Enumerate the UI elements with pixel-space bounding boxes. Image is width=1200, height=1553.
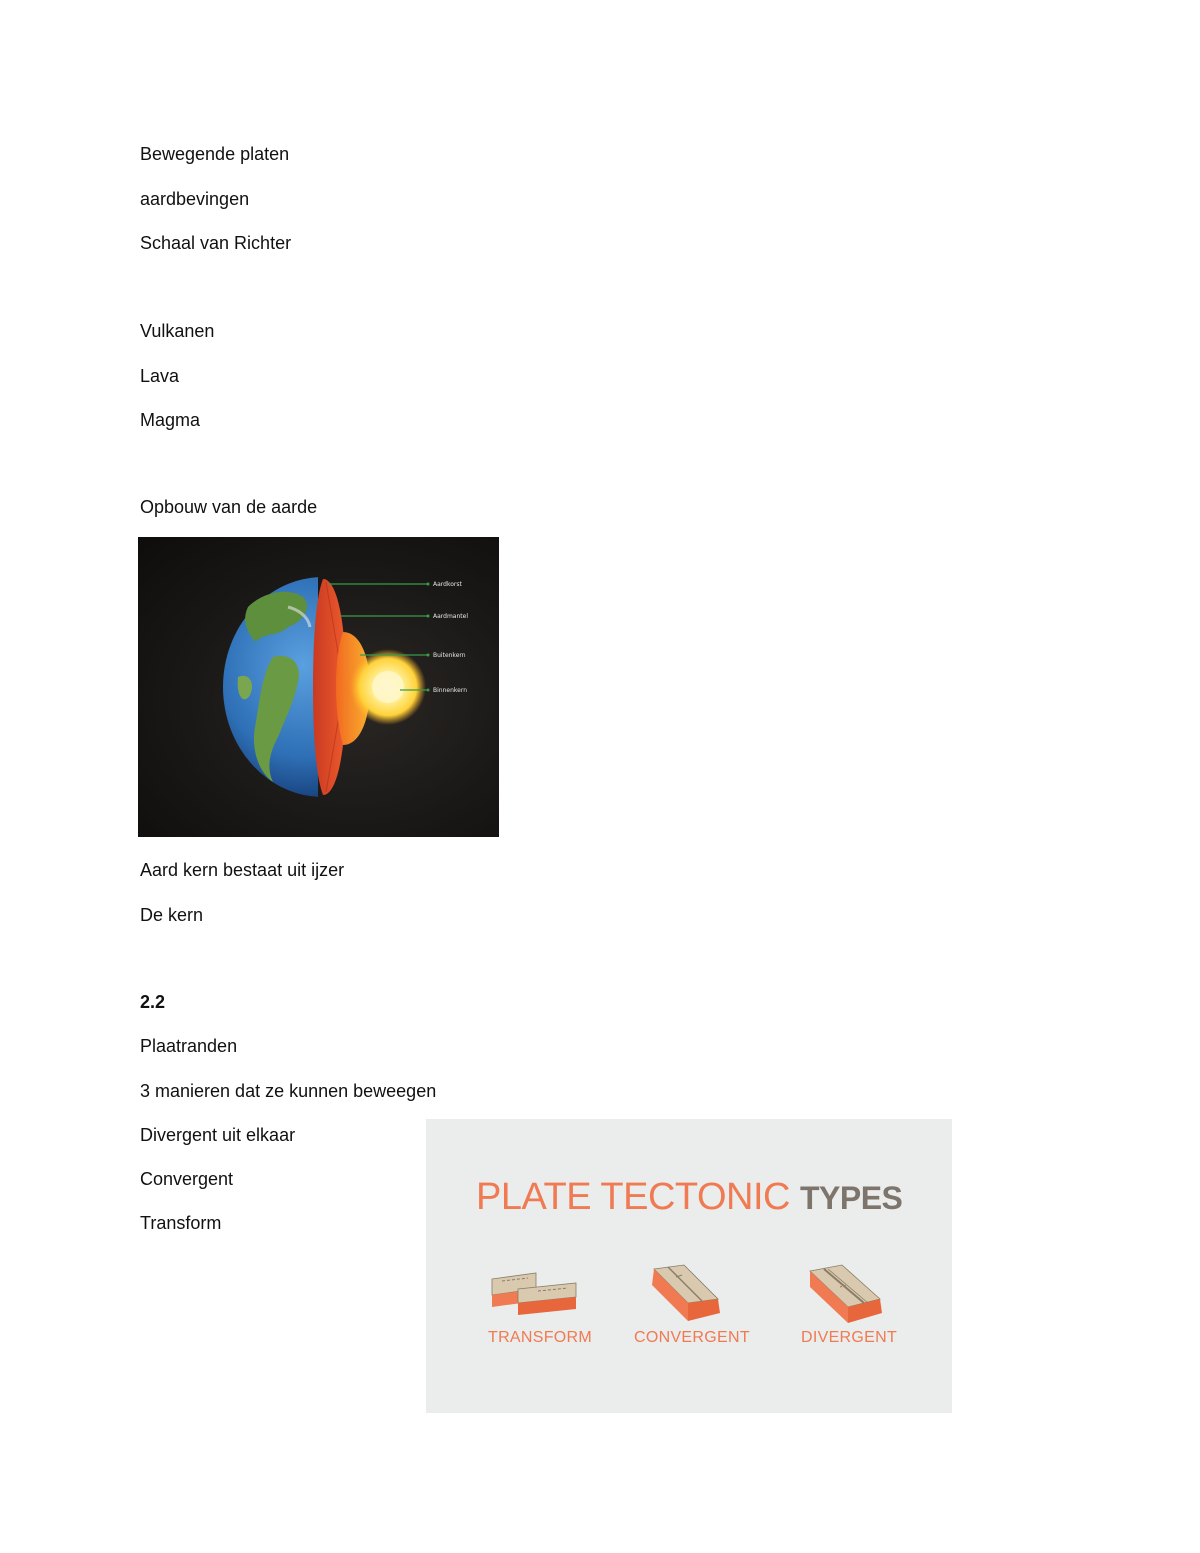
text-line: Plaatranden [140,1036,238,1056]
text-line: Vulkanen [140,321,215,341]
text-line: Divergent uit elkaar [140,1125,296,1145]
figure-title [476,1175,902,1220]
text-line: Aard kern bestaat uit ijzer [140,860,345,880]
section-number: 2.2 [140,992,166,1012]
earth-layers-image [138,537,499,837]
figure-title-part2: TYPES [799,1180,903,1216]
divergent-plate-icon [806,1263,886,1325]
layer-label: Binnenkern [433,687,467,694]
plate-tectonic-types-image [426,1119,952,1413]
text-line: Lava [140,366,180,386]
text-line: De kern [140,905,204,925]
transform-label: TRANSFORM [488,1329,593,1346]
layer-label: Aardkorst [433,581,462,588]
convergent-plate-icon [648,1263,726,1325]
text-line: aardbevingen [140,189,250,209]
text-line: Magma [140,410,201,430]
figure-title-part1: PLATE TECTONIC [476,1176,790,1218]
text-line: 3 manieren dat ze kunnen beweegen [140,1081,437,1101]
text-line: Bewegende platen [140,144,290,164]
text-line: Transform [140,1213,222,1233]
text-line: Schaal van Richter [140,233,292,253]
convergent-label: CONVERGENT [634,1329,750,1346]
divergent-label: DIVERGENT [801,1329,898,1346]
text-line: Convergent [140,1169,234,1189]
layer-label: Aardmantel [433,613,468,620]
section-heading: Opbouw van de aarde [140,497,318,517]
transform-plate-icon [488,1267,584,1315]
layer-label: Buitenkern [433,652,466,659]
